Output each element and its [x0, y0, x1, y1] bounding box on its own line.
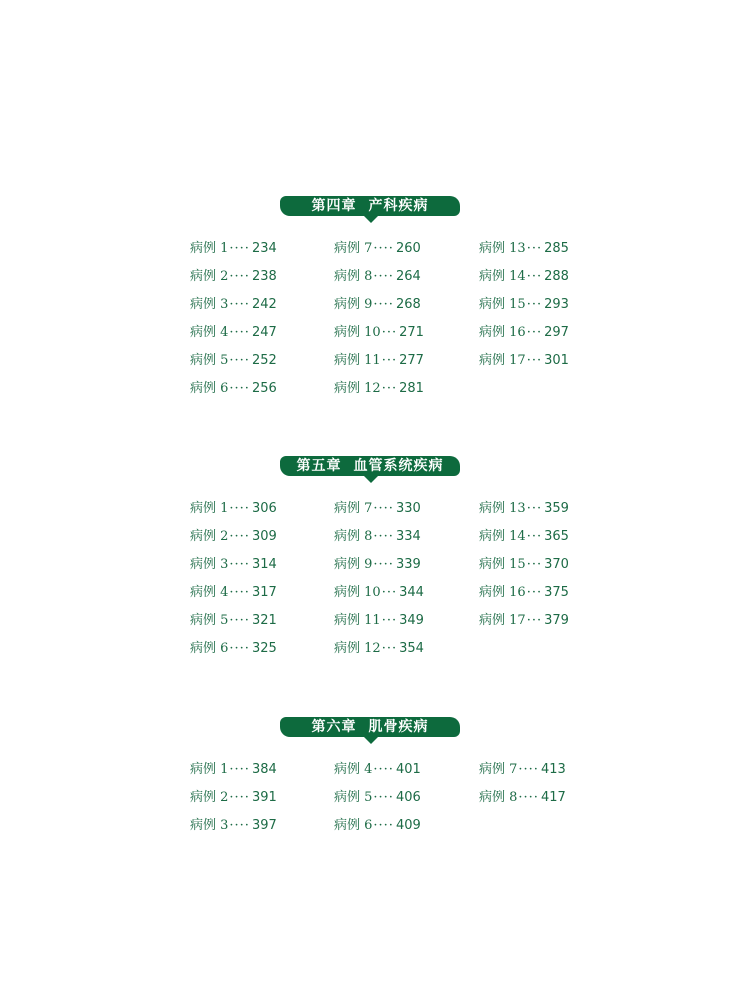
case-label: 病例 2: [190, 269, 229, 284]
toc-entry[interactable]: [479, 556, 599, 584]
page-number: 281: [399, 381, 424, 396]
toc-entry[interactable]: [334, 528, 454, 556]
toc-entry[interactable]: [479, 789, 599, 817]
toc-entry[interactable]: [479, 268, 599, 296]
leader-dots: ····: [229, 381, 250, 396]
page-number: 325: [251, 641, 277, 656]
page-number: 247: [251, 325, 277, 340]
page-number: 349: [399, 613, 424, 628]
case-label: 病例 3: [190, 557, 229, 572]
page-number: 260: [395, 241, 421, 256]
page-number: 334: [395, 529, 421, 544]
page-number: 413: [540, 762, 566, 777]
toc-entry[interactable]: [334, 556, 454, 584]
leader-dots: ···: [526, 353, 543, 368]
banner-pointer-icon: [364, 476, 378, 483]
toc-entry[interactable]: [334, 612, 454, 640]
page-number: 317: [251, 585, 277, 600]
toc-entry[interactable]: [334, 380, 454, 408]
chapter-number: 第四章: [311, 198, 357, 214]
entry-column: [334, 240, 454, 408]
entry-column: [190, 761, 310, 845]
page-number: 271: [399, 325, 424, 340]
toc-entry[interactable]: [334, 324, 454, 352]
case-label: 病例 7: [479, 762, 518, 777]
leader-dots: ····: [373, 297, 394, 312]
leader-dots: ····: [373, 818, 394, 833]
page-number: 406: [395, 790, 421, 805]
leader-dots: ····: [229, 325, 250, 340]
chapter-number: 第六章: [311, 719, 357, 735]
leader-dots: ····: [229, 557, 250, 572]
toc-entry[interactable]: [479, 584, 599, 612]
banner-pointer-icon: [364, 737, 378, 744]
page-number: 242: [251, 297, 277, 312]
leader-dots: ···: [381, 641, 398, 656]
toc-entry[interactable]: [479, 296, 599, 324]
case-label: 病例 2: [190, 529, 229, 544]
case-label: 病例 11: [334, 353, 381, 368]
case-label: 病例 8: [334, 529, 373, 544]
page-number: 359: [544, 501, 569, 516]
toc-entry[interactable]: [479, 324, 599, 352]
toc-entry[interactable]: [479, 352, 599, 380]
case-label: 病例 16: [479, 585, 526, 600]
leader-dots: ····: [229, 762, 250, 777]
leader-dots: ····: [518, 790, 539, 805]
toc-entry[interactable]: [334, 240, 454, 268]
page-number: 252: [251, 353, 277, 368]
leader-dots: ····: [229, 641, 250, 656]
leader-dots: ····: [373, 557, 394, 572]
leader-dots: ····: [229, 790, 250, 805]
leader-dots: ····: [229, 818, 250, 833]
case-label: 病例 6: [190, 641, 229, 656]
leader-dots: ····: [229, 585, 250, 600]
entry-column: [334, 500, 454, 668]
page-number: 339: [395, 557, 421, 572]
page-number: 409: [395, 818, 421, 833]
case-label: 病例 11: [334, 613, 381, 628]
chapter-banner: [280, 456, 460, 476]
banner-pointer-icon: [364, 216, 378, 223]
page-number: 365: [544, 529, 569, 544]
page-number: 277: [399, 353, 424, 368]
toc-entry[interactable]: [334, 296, 454, 324]
case-label: 病例 12: [334, 381, 381, 396]
page-number: 238: [251, 269, 277, 284]
leader-dots: ····: [373, 269, 394, 284]
leader-dots: ···: [526, 325, 543, 340]
toc-entry[interactable]: [190, 268, 310, 296]
leader-dots: ····: [373, 790, 394, 805]
page-number: 256: [251, 381, 277, 396]
page-number: 268: [395, 297, 421, 312]
case-label: 病例 14: [479, 269, 526, 284]
case-label: 病例 4: [334, 762, 373, 777]
leader-dots: ···: [526, 557, 543, 572]
leader-dots: ···: [526, 297, 543, 312]
page-number: 330: [395, 501, 421, 516]
page-number: 375: [544, 585, 569, 600]
case-label: 病例 13: [479, 501, 526, 516]
case-label: 病例 5: [190, 613, 229, 628]
toc-entry[interactable]: [334, 584, 454, 612]
page-number: 354: [399, 641, 424, 656]
case-label: 病例 4: [190, 325, 229, 340]
leader-dots: ····: [373, 241, 394, 256]
page-number: 285: [544, 241, 569, 256]
page-number: 309: [251, 529, 277, 544]
toc-entry[interactable]: [190, 556, 310, 584]
toc-entry[interactable]: [479, 528, 599, 556]
case-label: 病例 3: [190, 297, 229, 312]
leader-dots: ···: [526, 529, 543, 544]
toc-entry[interactable]: [190, 380, 310, 408]
case-label: 病例 8: [334, 269, 373, 284]
page-number: 344: [399, 585, 424, 600]
leader-dots: ···: [526, 585, 543, 600]
leader-dots: ···: [381, 585, 398, 600]
case-label: 病例 10: [334, 325, 381, 340]
toc-entry[interactable]: [190, 324, 310, 352]
toc-entry[interactable]: [190, 761, 310, 789]
chapter-number: 第五章: [296, 458, 342, 474]
case-label: 病例 6: [334, 818, 373, 833]
case-label: 病例 7: [334, 501, 373, 516]
page-number: 301: [544, 353, 569, 368]
case-label: 病例 2: [190, 790, 229, 805]
toc-entry[interactable]: [190, 352, 310, 380]
case-label: 病例 10: [334, 585, 381, 600]
toc-entry[interactable]: [190, 240, 310, 268]
case-label: 病例 9: [334, 557, 373, 572]
page-number: 293: [544, 297, 569, 312]
page-number: 417: [540, 790, 566, 805]
page-number: 370: [544, 557, 569, 572]
entry-column: [190, 240, 310, 408]
toc-entry[interactable]: [334, 352, 454, 380]
toc-entry[interactable]: [190, 817, 310, 845]
case-label: 病例 15: [479, 557, 526, 572]
page-number: 297: [544, 325, 569, 340]
case-label: 病例 5: [190, 353, 229, 368]
toc-entry[interactable]: [190, 640, 310, 668]
chapter-banner: [280, 717, 460, 737]
case-label: 病例 13: [479, 241, 526, 256]
case-label: 病例 16: [479, 325, 526, 340]
leader-dots: ····: [373, 501, 394, 516]
leader-dots: ···: [381, 353, 398, 368]
leader-dots: ···: [526, 241, 543, 256]
toc-entry[interactable]: [334, 268, 454, 296]
toc-entry[interactable]: [190, 296, 310, 324]
toc-entry[interactable]: [334, 761, 454, 789]
leader-dots: ····: [518, 762, 539, 777]
toc-entry[interactable]: [190, 789, 310, 817]
case-label: 病例 4: [190, 585, 229, 600]
leader-dots: ····: [229, 269, 250, 284]
page-number: 314: [251, 557, 277, 572]
toc-entry[interactable]: [334, 500, 454, 528]
toc-entry[interactable]: [334, 640, 454, 668]
case-label: 病例 1: [190, 241, 229, 256]
chapter-title: 产科疾病: [368, 198, 429, 214]
page-number: 264: [395, 269, 421, 284]
leader-dots: ···: [526, 269, 543, 284]
leader-dots: ····: [373, 762, 394, 777]
entry-column: [334, 761, 454, 845]
leader-dots: ····: [229, 297, 250, 312]
case-label: 病例 1: [190, 501, 229, 516]
chapter-title: 血管系统疾病: [353, 458, 444, 474]
toc-entry[interactable]: [190, 528, 310, 556]
leader-dots: ···: [526, 613, 543, 628]
chapter-title: 肌骨疾病: [368, 719, 429, 735]
case-label: 病例 12: [334, 641, 381, 656]
toc-entry[interactable]: [334, 789, 454, 817]
case-label: 病例 9: [334, 297, 373, 312]
page-number: 391: [251, 790, 277, 805]
case-label: 病例 14: [479, 529, 526, 544]
leader-dots: ····: [229, 501, 250, 516]
leader-dots: ···: [381, 613, 398, 628]
leader-dots: ····: [373, 529, 394, 544]
case-label: 病例 3: [190, 818, 229, 833]
toc-entry[interactable]: [190, 612, 310, 640]
toc-entry[interactable]: [190, 500, 310, 528]
leader-dots: ···: [381, 325, 398, 340]
chapter-banner: [280, 196, 460, 216]
page-number: 397: [251, 818, 277, 833]
leader-dots: ····: [229, 529, 250, 544]
page-number: 321: [251, 613, 277, 628]
toc-entry[interactable]: [479, 612, 599, 640]
page-number: 401: [395, 762, 421, 777]
case-label: 病例 8: [479, 790, 518, 805]
entry-column: [479, 240, 599, 380]
case-label: 病例 1: [190, 762, 229, 777]
entry-column: [479, 500, 599, 640]
case-label: 病例 5: [334, 790, 373, 805]
leader-dots: ····: [229, 241, 250, 256]
case-label: 病例 6: [190, 381, 229, 396]
page-number: 379: [544, 613, 569, 628]
page-number: 234: [251, 241, 277, 256]
case-label: 病例 15: [479, 297, 526, 312]
page-number: 288: [544, 269, 569, 284]
toc-entry[interactable]: [334, 817, 454, 845]
leader-dots: ···: [381, 381, 398, 396]
toc-entry[interactable]: [479, 761, 599, 789]
toc-entry[interactable]: [479, 240, 599, 268]
leader-dots: ····: [229, 353, 250, 368]
entry-column: [190, 500, 310, 668]
toc-entry[interactable]: [479, 500, 599, 528]
case-label: 病例 17: [479, 613, 526, 628]
page-number: 384: [251, 762, 277, 777]
leader-dots: ···: [526, 501, 543, 516]
case-label: 病例 7: [334, 241, 373, 256]
toc-entry[interactable]: [190, 584, 310, 612]
entry-column: [479, 761, 599, 817]
page-number: 306: [251, 501, 277, 516]
case-label: 病例 17: [479, 353, 526, 368]
leader-dots: ····: [229, 613, 250, 628]
